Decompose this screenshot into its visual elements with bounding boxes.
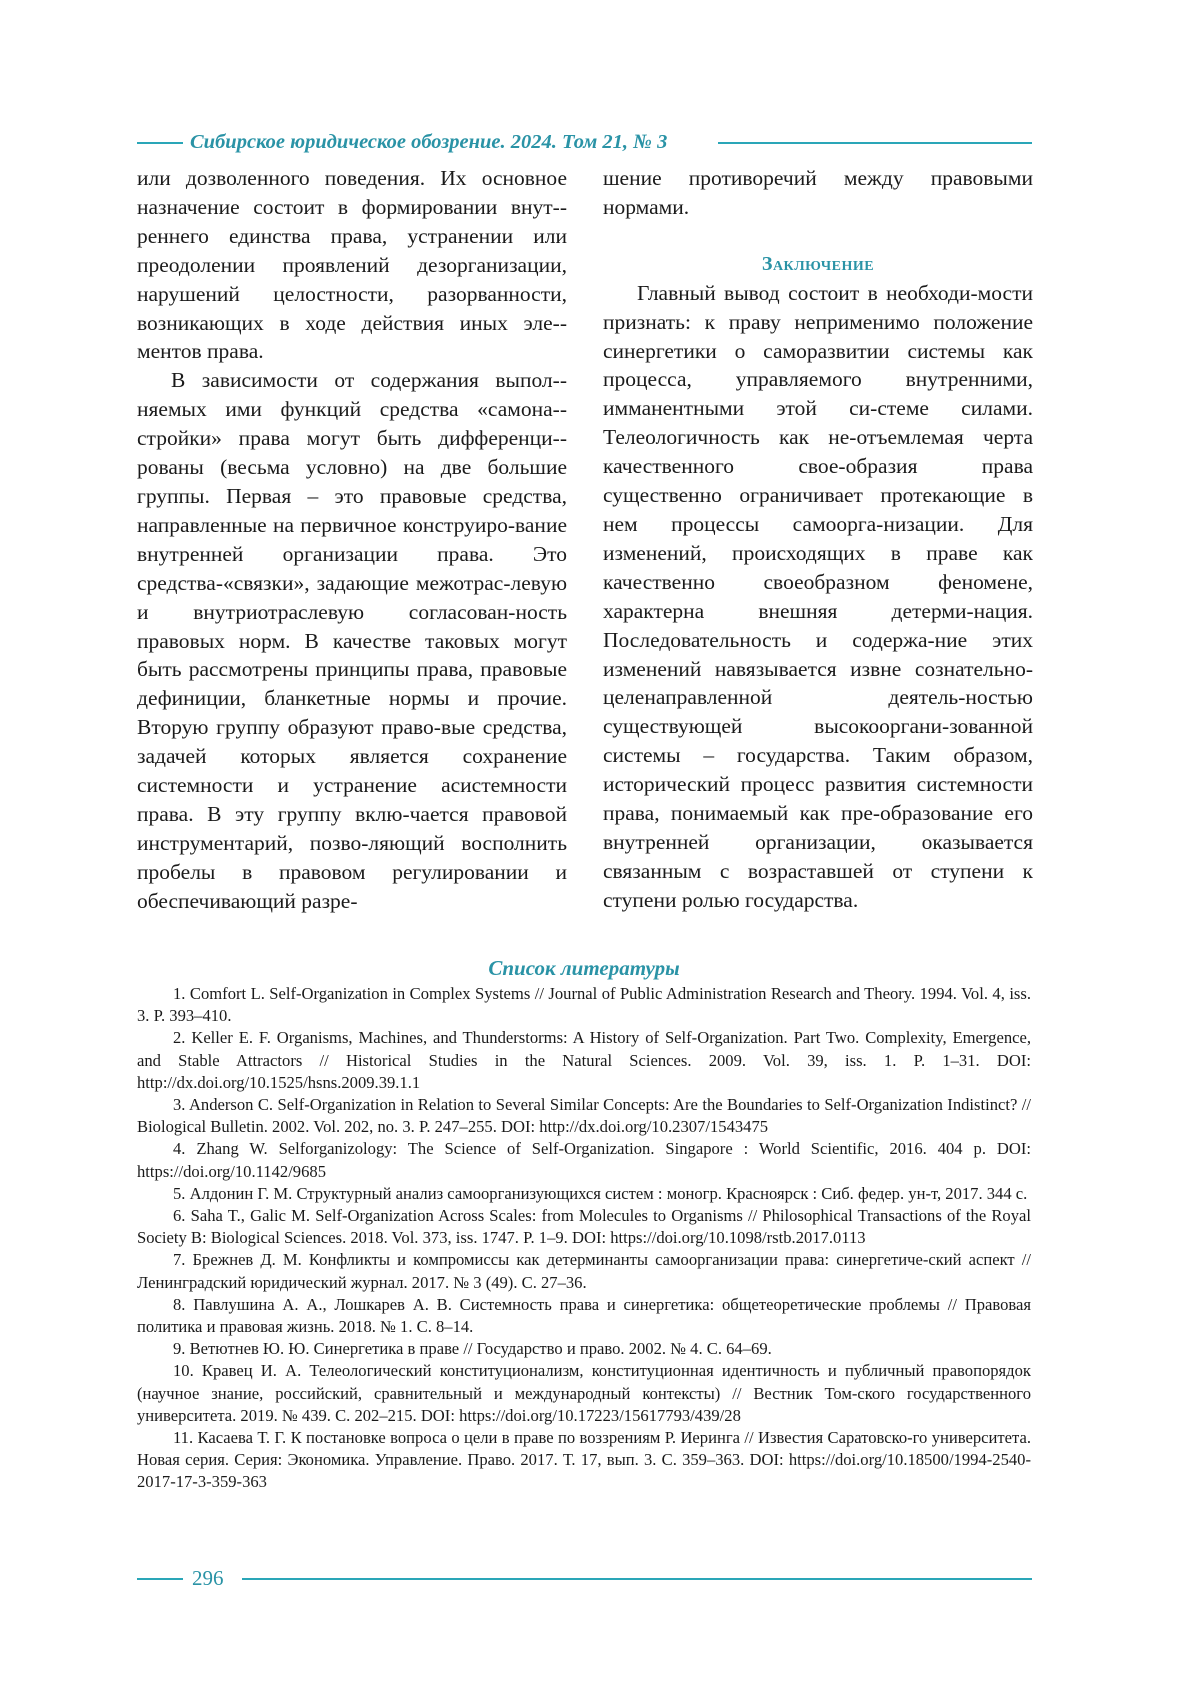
references-title: Список литературы — [488, 956, 680, 980]
footer-rule-left — [137, 1578, 183, 1580]
reference-item: 11. Касаева Т. Г. К постановке вопроса о цели в праве по воззрениям Р. Иеринга // Известия Саратовско-го университета. Новая серия. Серия: Экономика. Управление. Право. 2017. Т. 17, вып. 3. С. 359–363. DOI: https://doi.org/10.18500/1994-2540-2017-17-3-359-363 — [137, 1428, 1031, 1492]
right-column — [603, 164, 1033, 915]
footer-rule-right — [242, 1578, 1032, 1580]
reference-item: 7. Брежнев Д. М. Конфликты и компромиссы как детерминанты самоорганизации права: синергетиче-ский аспект // Ленинградский юридический журнал. 2017. № 3 (49). С. 27–36. — [137, 1250, 1031, 1292]
journal-title: Сибирское юридическое обозрение. 2024. Том 21, № 3 — [190, 131, 668, 153]
reference-item: 4. Zhang W. Selforganizology: The Science of Self-Organization. Singapore : World Scientific, 2016. 404 p. DOI: https://doi.org/10.1142/9685 — [137, 1139, 1031, 1181]
paragraph-continuation: шение противоречий между правовыми нормами. — [603, 166, 1033, 219]
left-column — [137, 164, 567, 916]
paragraph-conclusion: Главный вывод состоит в необходи-мости признать: к праву неприменимо положение синергетики о саморазвитии системы как процесса, управляемого внутренними, имманентными этой си-стеме силами. Телеологичность как не-отъемлемая черта качественного свое-образия права существенно ограничивает протекающие в нем процессы самоорга-низации. Для изменений, происходящих в праве как качественно своеобразном феномене, характерна внешняя детерми-нация. Последовательность и содержа-ние этих изменений навязывается извне сознательно-целенаправленной деятель-ностью существующей высокооргани-зованной системы – государства. Таким образом, исторический процесс развития системности права, понимаемый как пре-образование его внутренней организации, оказывается связанным с возраставшей от ступени к ступени ролью государства. — [603, 280, 1033, 912]
paragraph-functions: В зависимости от содержания выпол-няемых ими функций средства «самона-стройки» права могут быть дифференци-рованы (весьма условно) на две большие группы. Первая – это правовые средства, направленные на первичное конструиро-вание внутренней организации права. Это средства-«связки», задающие межотрас-левую и внутриотраслевую согласован-ность правовых норм. В качестве таковых могут быть рассмотрены принципы права, правовые дефиниции, бланкетные нормы и прочие. Вторую группу образуют право-вые средства, задачей которых является сохранение системности и устранение асистемности права. В эту группу вклю-чается правовой инструментарий, позво-ляющий восполнить пробелы в правовом регулировании и обеспечивающий разре- — [137, 368, 567, 913]
header-rule-right — [718, 142, 1032, 144]
reference-item: 1. Comfort L. Self-Organization in Complex Systems // Journal of Public Administration Research and Theory. 1994. Vol. 4, iss. 3. P. 393–410. — [137, 984, 1031, 1026]
reference-item: 9. Ветютнев Ю. Ю. Синергетика в праве // Государство и право. 2002. № 4. С. 64–69. — [173, 1339, 772, 1359]
paragraph-continued: или дозволенного поведения. Их основное назначение состоит в формировании внут-реннего единства права, устранении или преодолении проявлений дезорганизации, нарушений целостности, разорванности, возникающих в ходе действия иных эле-ментов права. — [137, 166, 567, 364]
reference-item: 8. Павлушина А. А., Лошкарев А. В. Системность права и синергетика: общетеоретические проблемы // Правовая политика и правовая жизнь. 2018. № 1. С. 8–14. — [137, 1294, 1031, 1337]
reference-item: 6. Saha T., Galic M. Self-Organization Across Scales: from Molecules to Organisms // Philosophical Transactions of the Royal Society B: Biological Sciences. 2018. Vol. 373, iss. 1747. P. 1–9. DOI: https://doi.org/10.1098/rstb.2017.0113 — [137, 1206, 1031, 1248]
references-list — [137, 983, 1031, 1494]
reference-item: 3. Anderson C. Self-Organization in Relation to Several Similar Concepts: Are the Boundaries to Self-Organization Indistinct? // Biological Bulletin. 2002. Vol. 202, no. 3. P. 247–255. DOI: http://dx.doi.org/10.2307/1543475 — [137, 1095, 1031, 1137]
section-heading-conclusion: Заключение — [761, 252, 875, 275]
reference-item: 2. Keller E. F. Organisms, Machines, and Thunderstorms: A History of Self-Organization. Part Two. Complexity, Emergence, and Stable Attractors // Historical Studies in the Natural Sciences. 2009. Vol. 39, iss. 1. P. 1–31. DOI: http://dx.doi.org/10.1525/hsns.2009.39.1.1 — [137, 1028, 1031, 1092]
reference-item: 5. Алдонин Г. М. Структурный анализ самоорганизующихся систем : моногр. Красноярск : Сиб. федер. ун-т, 2017. 344 с. — [173, 1183, 1028, 1203]
header-rule-left — [137, 142, 183, 144]
page-number: 296 — [192, 1566, 224, 1590]
reference-item: 10. Кравец И. А. Телеологический конституционализм, конституционная идентичность и публичный правопорядок (научное знание, российский, сравнительный и международный контексты) // Вестник Том-ского государственного университета. 2019. № 439. С. 202–215. DOI: https://doi.org/10.17223/15617793/439/28 — [137, 1361, 1031, 1425]
